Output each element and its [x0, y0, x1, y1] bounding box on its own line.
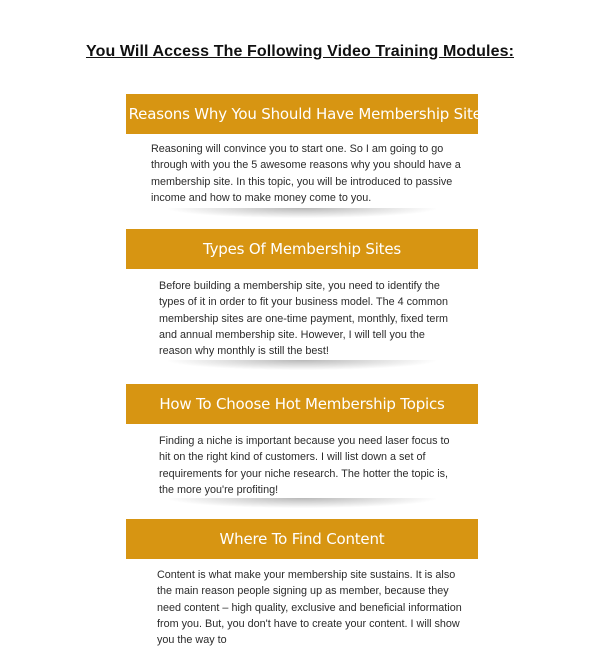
module-title-banner [126, 229, 478, 269]
divider-shadow [168, 498, 436, 508]
module-title-banner [126, 384, 478, 424]
module-title: Where To Find Content [219, 530, 385, 548]
module-description: Reasoning will convince you to start one. So I am going to go through with you the 5 awesome reasons why you should have a membership site. In this topic, you will be introduced to passive income and how to make money come to you. [151, 143, 461, 204]
module-description: Finding a niche is important because you need laser focus to hit on the right kind of customers. I will list down a set of requirements for your niche research. The hotter the topic is, the more you're profiting! [159, 435, 450, 496]
module-description: Before building a membership site, you need to identify the types of it in order to fit your business model. The 4 common membership sites are one-time payment, monthly, fixed term and annual membership site. However, I will tell you the reason why monthly is still the best! [159, 280, 449, 358]
module-title: Types Of Membership Sites [203, 240, 401, 258]
module-title: 5 Reasons Why You Should Have Membership Sites [114, 105, 490, 123]
divider-shadow [168, 360, 436, 370]
divider-shadow [168, 208, 436, 218]
module-title-banner [126, 519, 478, 559]
module-title: How To Choose Hot Membership Topics [159, 395, 445, 413]
module-description: Content is what make your membership site sustains. It is also the main reason people signing up as member, because they need content – high quality, exclusive and beneficial information from you. But, you don't have to create your content. I will show you the way to [157, 569, 462, 647]
module-title-banner [114, 94, 490, 134]
page-heading: You Will Access The Following Video Training Modules: [85, 43, 514, 60]
